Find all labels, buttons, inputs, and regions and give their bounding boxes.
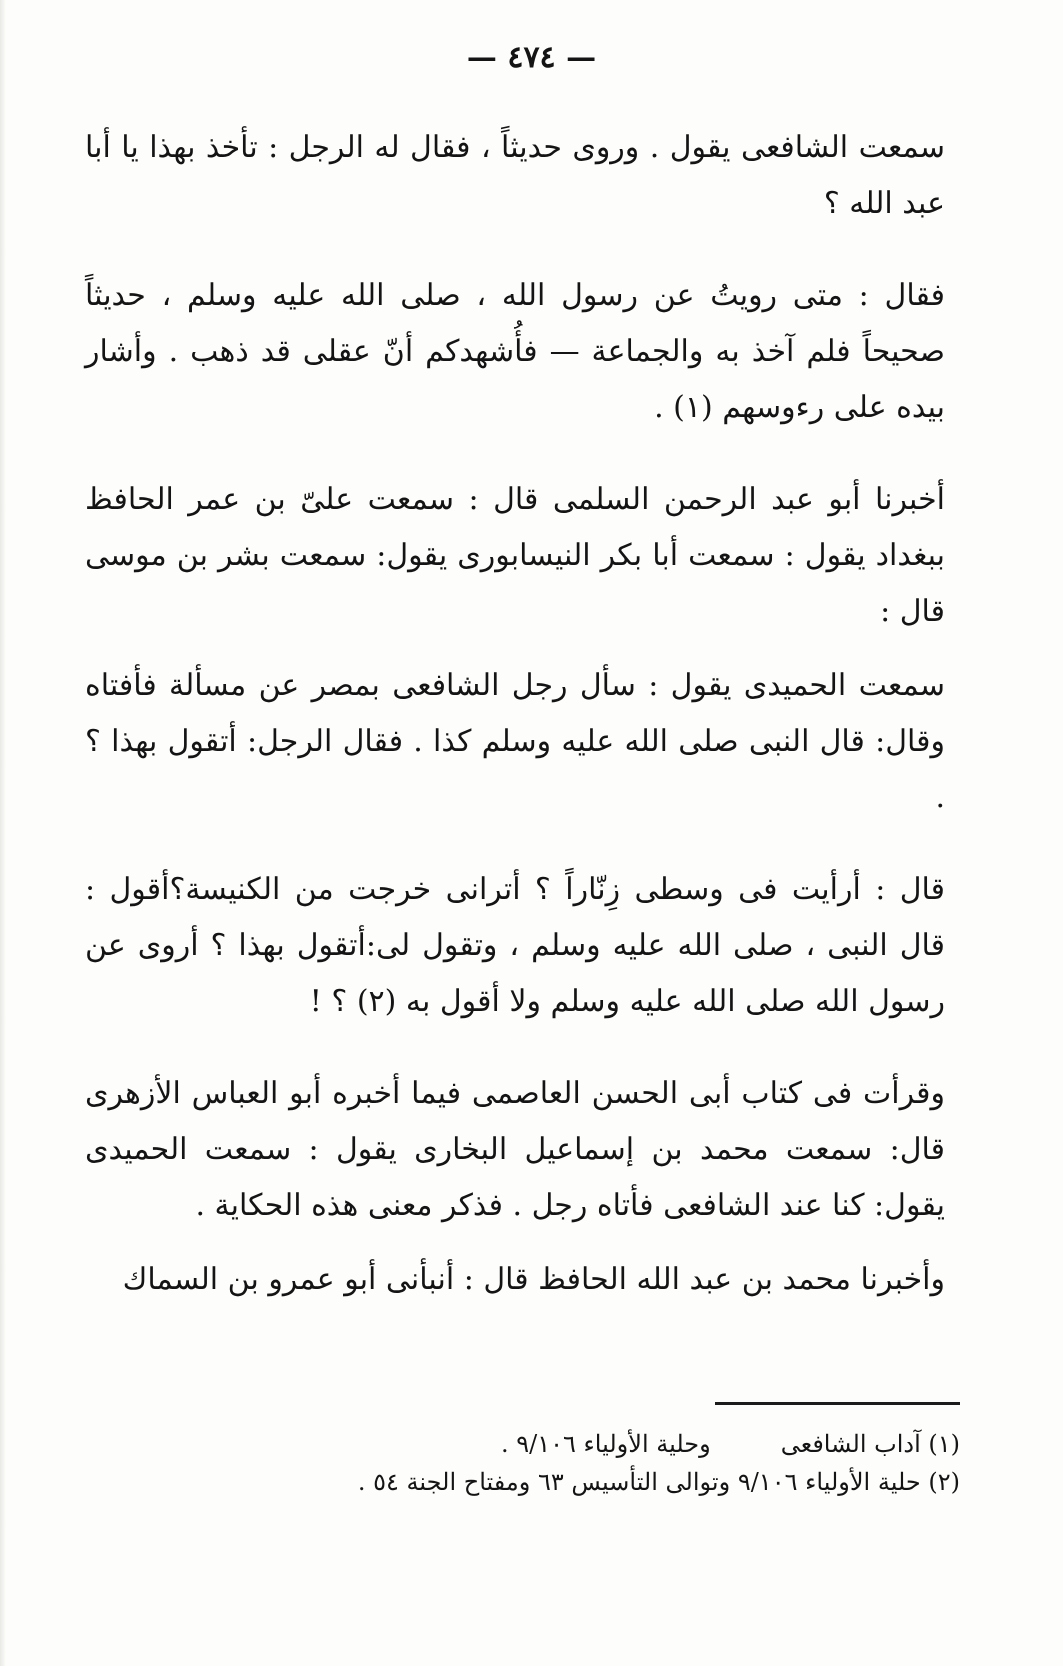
footnotes: [300, 1425, 960, 1501]
paragraph-5: قال : أرأيت فى وسطى زِنّاراً ؟ أترانى خرجت من الكنيسة؟أقول : قال النبى ، صلى الله عليه وسلم ، وتقول لى:أتقول بهذا ؟ أروى عن رسول الله صلى الله عليه وسلم ولا أقول به (٢) ؟ !: [85, 872, 945, 1019]
footnote-1: [300, 1425, 960, 1463]
scan-edge-shadow: [0, 0, 6, 1666]
paragraph-1: سمعت الشافعى يقول . وروى حديثاً ، فقال له الرجل : تأخذ بهذا يا أبا عبد الله ؟: [85, 130, 945, 221]
footnote-2: (٢) حلية الأولياء ٩/١٠٦ وتوالى التأسيس ٦٣ ومفتاح الجنة ٥٤ .: [357, 1468, 960, 1496]
footnote-separator: [715, 1402, 960, 1405]
paragraph-7: وأخبرنا محمد بن عبد الله الحافظ قال : أنبأنى أبو عمرو بن السماك: [122, 1262, 945, 1297]
paragraph-6: وقرأت فى كتاب أبى الحسن العاصمى فيما أخبره أبو العباس الأزهرى قال: سمعت محمد بن إسماعيل البخارى يقول : سمعت الحميدى يقول: كنا عند الشافعى فأتاه رجل . فذكر معنى هذه الحكاية .: [85, 1076, 945, 1223]
footnote-1-source-b: وحلية الأولياء ٩/١٠٦ .: [500, 1430, 711, 1458]
paragraph-3: أخبرنا أبو عبد الرحمن السلمى قال : سمعت علىّ بن عمر الحافظ ببغداد يقول : سمعت أبا بكر النيسابورى يقول: سمعت بشر بن موسى قال :: [85, 482, 945, 629]
paragraph-4: سمعت الحميدى يقول : سأل رجل الشافعى بمصر عن مسألة فأفتاه وقال: قال النبى صلى الله عليه وسلم كذا . فقال الرجل: أتقول بهذا ؟ .: [85, 668, 945, 815]
paragraph-2: فقال : متى رويتُ عن رسول الله ، صلى الله عليه وسلم ، حديثاً صحيحاً فلم آخذ به والجماعة — فأُشهدكم أنّ عقلى قد ذهب . وأشار بيده على رءوسهم (١) .: [85, 278, 945, 425]
footnote-1-source-a: (١) آداب الشافعى: [780, 1430, 960, 1458]
page-number: — ٤٧٤ —: [466, 40, 597, 75]
body-text: [85, 120, 945, 1344]
